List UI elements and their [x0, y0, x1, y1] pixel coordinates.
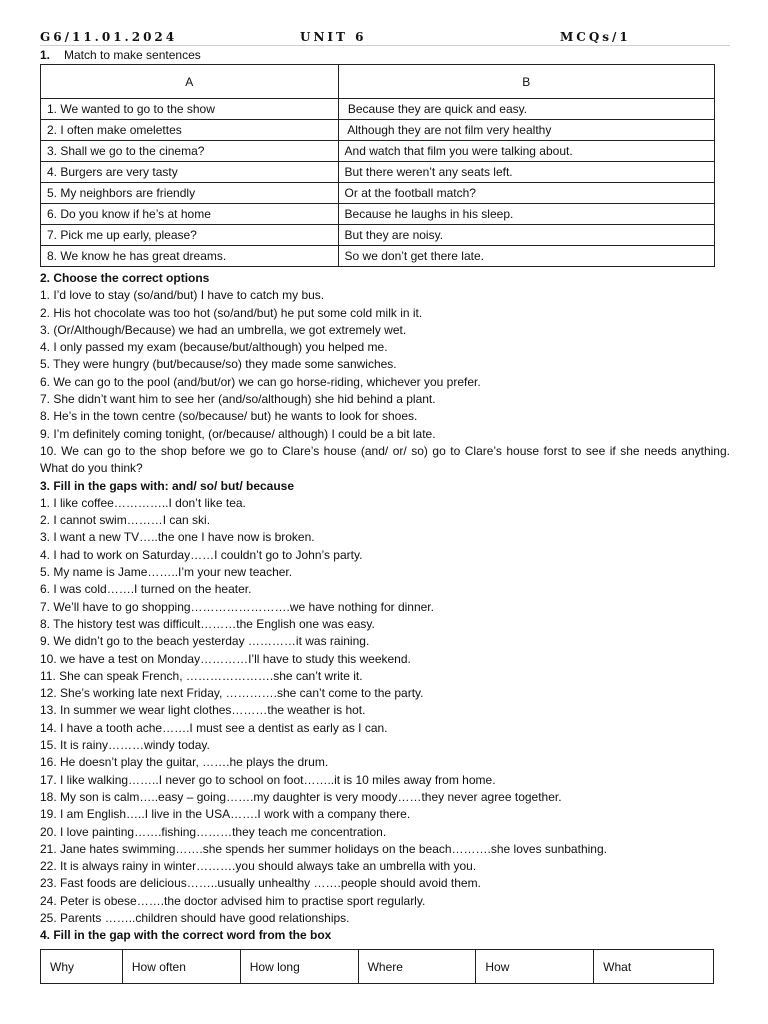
list-item: 5. My name is Jame……..I’m your new teacher. [40, 565, 293, 580]
column-a-cell: 5. My neighbors are friendly [41, 183, 339, 204]
column-b-cell: Or at the football match? [338, 183, 714, 204]
column-a-cell: 6. Do you know if he’s at home [41, 204, 339, 225]
list-item: 4. I had to work on Saturday……I couldn’t go to John’s party. [40, 547, 363, 562]
word-box-cell: How long [240, 950, 358, 984]
column-a-header: A [41, 65, 339, 99]
column-b-cell: But there weren’t any seats left. [338, 162, 714, 183]
table-row [41, 225, 715, 246]
list-item: 22. It is always rainy in winter……….you should always take an umbrella with you. [40, 859, 477, 874]
section-1-title: Match to make sentences [64, 48, 201, 62]
word-box-cell: How [476, 950, 594, 984]
list-item: 10. we have a test on Monday…………I’ll have to study this weekend. [40, 651, 411, 666]
list-item: 15. It is rainy………windy today. [40, 738, 210, 753]
list-item: 1. I’d love to stay (so/and/but) I have to catch my bus. [40, 288, 325, 303]
list-item: 3. (Or/Although/Because) we had an umbrella, we got extremely wet. [40, 322, 407, 337]
section-2-title: 2. Choose the correct options [40, 271, 210, 285]
list-item: 5. They were hungry (but/because/so) they made some sanwiches. [40, 357, 397, 372]
exercise-content [40, 270, 730, 945]
column-a-cell: 7. Pick me up early, please? [41, 225, 339, 246]
section-3-title: 3. Fill in the gaps with: and/ so/ but/ because [40, 478, 295, 493]
list-item: 9. We didn’t go to the beach yesterday …………it was raining. [40, 634, 370, 649]
column-b-cell: So we don’t get there late. [338, 246, 714, 267]
column-a-cell: 2. I often make omelettes [41, 120, 339, 141]
table-row [41, 183, 715, 204]
table-row [41, 141, 715, 162]
matching-table [40, 64, 715, 267]
list-item: 18. My son is calm…..easy – going…….my daughter is very moody……they never agree together. [40, 789, 562, 804]
word-box [40, 949, 714, 984]
list-item: 23. Fast foods are delicious……..usually unhealthy …….people should avoid them. [40, 876, 481, 891]
list-item: 25. Parents ……..children should have good relationships. [40, 910, 350, 925]
column-b-cell: But they are noisy. [338, 225, 714, 246]
column-a-cell: 1. We wanted to go to the show [41, 99, 339, 120]
column-a-cell: 4. Burgers are very tasty [41, 162, 339, 183]
section-2-list [40, 287, 730, 477]
section-4-title: 4. Fill in the gap with the correct word from the box [40, 928, 332, 943]
header-doc-code: MCQs/1 [560, 30, 631, 44]
list-item: 13. In summer we wear light clothes………the weather is hot. [40, 703, 366, 718]
list-item: 9. I’m definitely coming tonight, (or/because/ although) I could be a bit late. [40, 426, 436, 441]
list-item: 7. We’ll have to go shopping…………………….we have nothing for dinner. [40, 599, 434, 614]
list-item: 2. I cannot swim………I can ski. [40, 513, 211, 528]
list-item: 14. I have a tooth ache…….I must see a dentist as early as I can. [40, 720, 388, 735]
list-item: 10. We can go to the shop before we go to Clare’s house (and/ or/ so) go to Clare’s house forst to see if she needs anything. What do you think? [40, 443, 730, 476]
word-box-cell: How often [122, 950, 240, 984]
column-b-header: B [338, 65, 714, 99]
word-box-row [41, 950, 714, 984]
table-row [41, 162, 715, 183]
word-box-cell: Why [41, 950, 123, 984]
list-item: 12. She’s working late next Friday, ………….she can’t come to the party. [40, 686, 424, 701]
list-item: 17. I like walking……..I never go to school on foot……..it is 10 miles away from home. [40, 772, 496, 787]
list-item: 11. She can speak French, ………………….she can’t write it. [40, 668, 363, 683]
list-item: 7. She didn’t want him to see her (and/so/although) she hid behind a plant. [40, 392, 436, 407]
table-row [41, 204, 715, 225]
column-a-cell: 3. Shall we go to the cinema? [41, 141, 339, 162]
list-item: 21. Jane hates swimming…….she spends her summer holidays on the beach……….she loves sunbathing. [40, 841, 607, 856]
header-unit: UNIT 6 [300, 30, 367, 44]
list-item: 4. I only passed my exam (because/but/although) you helped me. [40, 340, 388, 355]
list-item: 20. I love painting…….fishing………they teach me concentration. [40, 824, 387, 839]
column-a-cell: 8. We know he has great dreams. [41, 246, 339, 267]
list-item: 6. We can go to the pool (and/but/or) we can go horse-riding, whichever you prefer. [40, 374, 481, 389]
matching-table-body [41, 99, 715, 267]
column-b-cell: Because he laughs in his sleep. [338, 204, 714, 225]
table-row [41, 120, 715, 141]
list-item: 8. He’s in the town centre (so/because/ but) he wants to look for shoes. [40, 409, 418, 424]
word-box-cell: What [594, 950, 714, 984]
page-header [40, 30, 730, 46]
list-item: 3. I want a new TV…..the one I have now is broken. [40, 530, 315, 545]
header-class-date: G6/11.01.2024 [40, 30, 178, 44]
list-item: 24. Peter is obese…….the doctor advised him to practise sport regularly. [40, 893, 426, 908]
word-box-cell: Where [358, 950, 476, 984]
matching-table-header [41, 65, 715, 99]
section-1-number: 1. [40, 48, 51, 62]
table-row [41, 99, 715, 120]
list-item: 2. His hot chocolate was too hot (so/and/but) he put some cold milk in it. [40, 305, 423, 320]
list-item: 16. He doesn’t play the guitar, …….he plays the drum. [40, 755, 329, 770]
table-row [41, 246, 715, 267]
section-1-heading [40, 48, 201, 62]
column-b-cell: Although they are not film very healthy [338, 120, 714, 141]
list-item: 8. The history test was difficult………the English one was easy. [40, 616, 375, 631]
column-b-cell: And watch that film you were talking about. [338, 141, 714, 162]
list-item: 19. I am English…..I live in the USA…….I work with a company there. [40, 807, 411, 822]
column-b-cell: Because they are quick and easy. [338, 99, 714, 120]
list-item: 6. I was cold…….I turned on the heater. [40, 582, 252, 597]
list-item: 1. I like coffee…………..I don’t like tea. [40, 495, 246, 510]
section-3-list [40, 495, 730, 927]
